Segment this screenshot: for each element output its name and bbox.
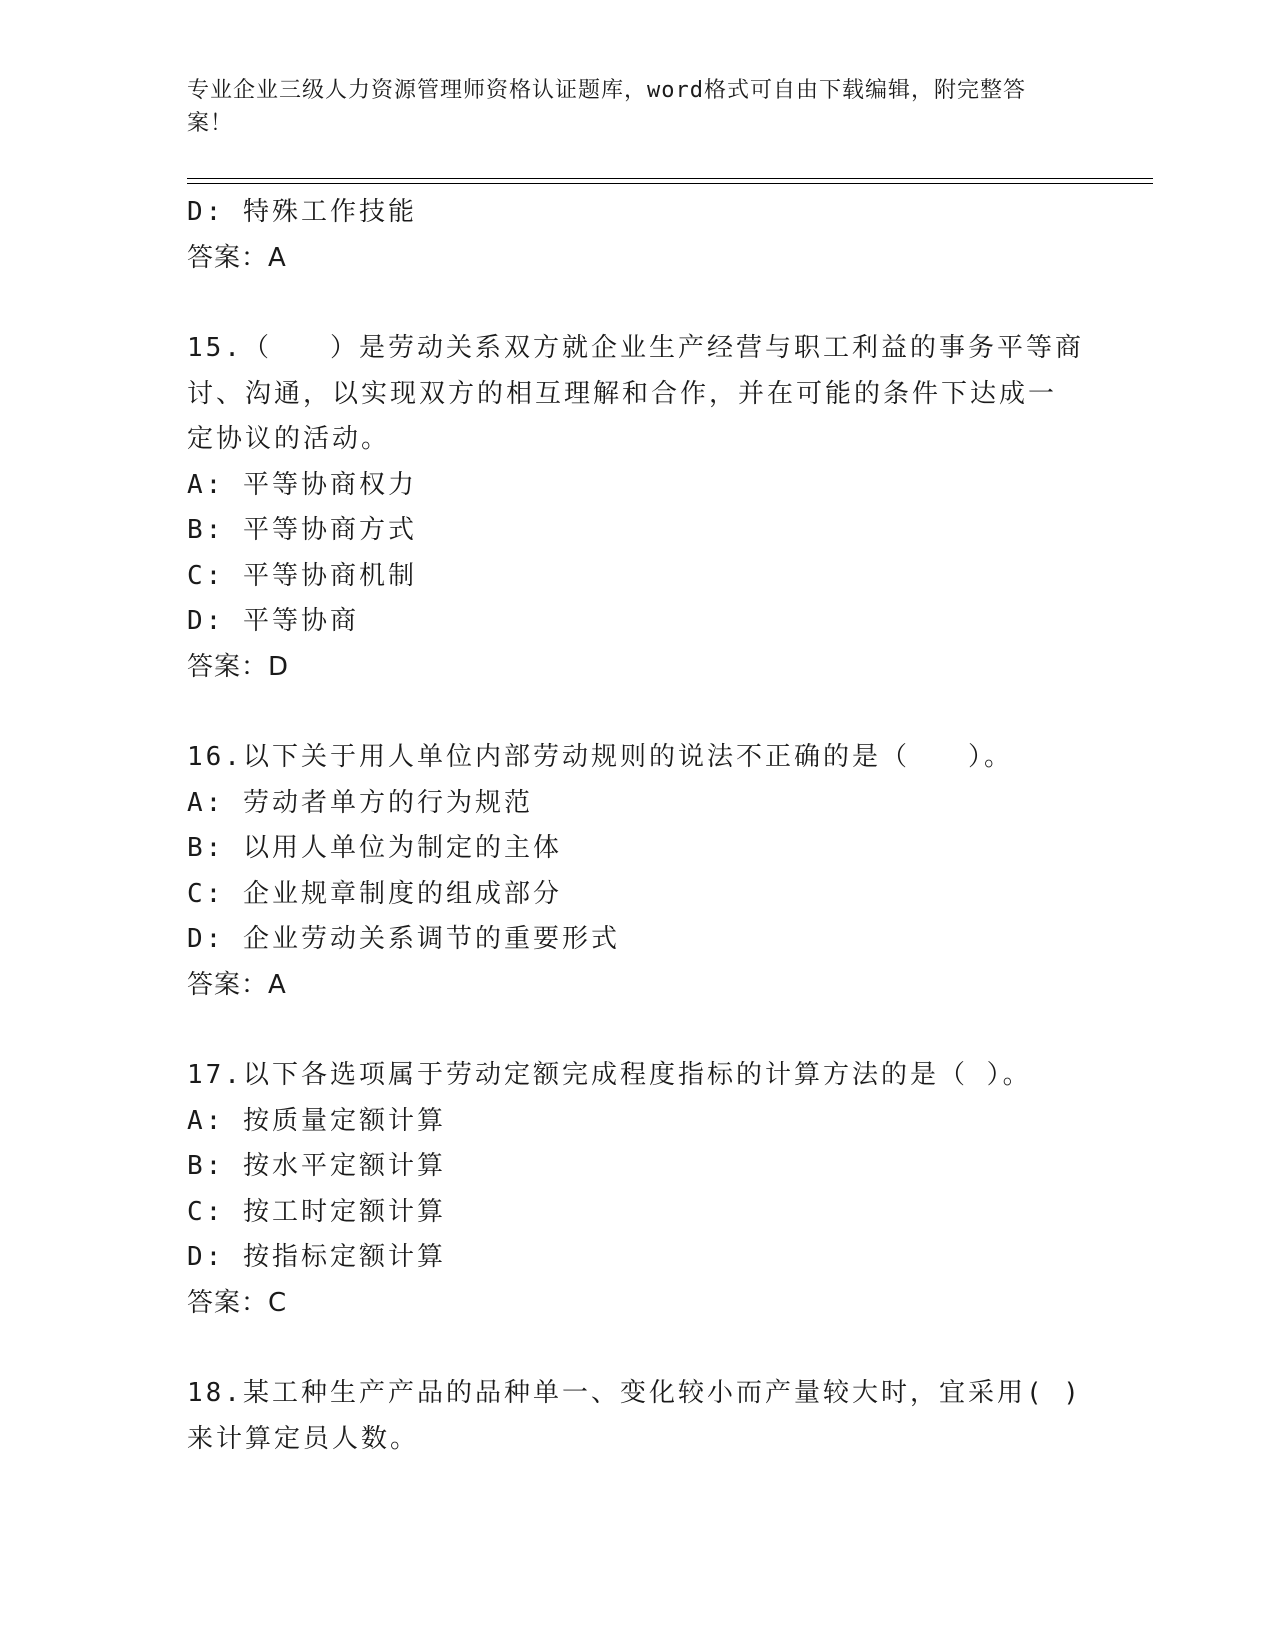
page-header [187,74,1067,140]
question-list [187,190,1087,1462]
question-text-line: 来计算定员人数。 [187,1423,420,1454]
answer-line: 答案：A [187,969,287,1000]
option-b: B: 按水平定额计算 [187,1151,446,1181]
answer-line: 答案：C [187,1287,288,1318]
option-d: D: 平等协商 [187,606,359,636]
option-d: D: 特殊工作技能 [187,197,417,227]
question-16 [187,735,1087,1008]
question-text-line: 16.以下关于用人单位内部劳动规则的说法不正确的是（ ）。 [187,742,1013,772]
option-d: D: 企业劳动关系调节的重要形式 [187,924,620,954]
question-spacer [187,1008,1087,1053]
question-text-line: 讨、沟通，以实现双方的相互理解和合作，并在可能的条件下达成一 [187,378,1058,409]
option-c: C: 企业规章制度的组成部分 [187,878,562,909]
option-b: B: 平等协商方式 [187,515,417,545]
answer-line: 答案：D [187,651,290,682]
option-a: A: 劳动者单方的行为规范 [187,787,533,818]
option-c: C: 按工时定额计算 [187,1196,446,1227]
question-18 [187,1371,1087,1462]
header-text: 专业企业三级人力资源管理师资格认证题库，word格式可自由下载编辑，附完整答案！ [187,78,1026,136]
question-spacer [187,1326,1087,1371]
question-text-line: 17.以下各选项属于劳动定额完成程度指标的计算方法的是（ ）。 [187,1060,1032,1090]
question-spacer [187,281,1087,326]
answer-line: 答案：A [187,242,287,273]
option-a: A: 按质量定额计算 [187,1105,446,1136]
option-d: D: 按指标定额计算 [187,1242,446,1272]
question-spacer [187,690,1087,735]
option-b: B: 以用人单位为制定的主体 [187,833,562,863]
question-15 [187,326,1087,690]
header-rule-top [187,178,1153,179]
header-rule-bottom [187,183,1153,184]
option-c: C: 平等协商机制 [187,560,417,591]
question-17 [187,1053,1087,1326]
question-text-line: 18.某工种生产产品的品种单一、变化较小而产量较大时，宜采用( ) [187,1378,1082,1408]
question-text-line: 15.（ ）是劳动关系双方就企业生产经营与职工利益的事务平等商 [187,333,1084,363]
option-a: A: 平等协商权力 [187,469,417,500]
question-text-line: 定协议的活动。 [187,424,391,454]
